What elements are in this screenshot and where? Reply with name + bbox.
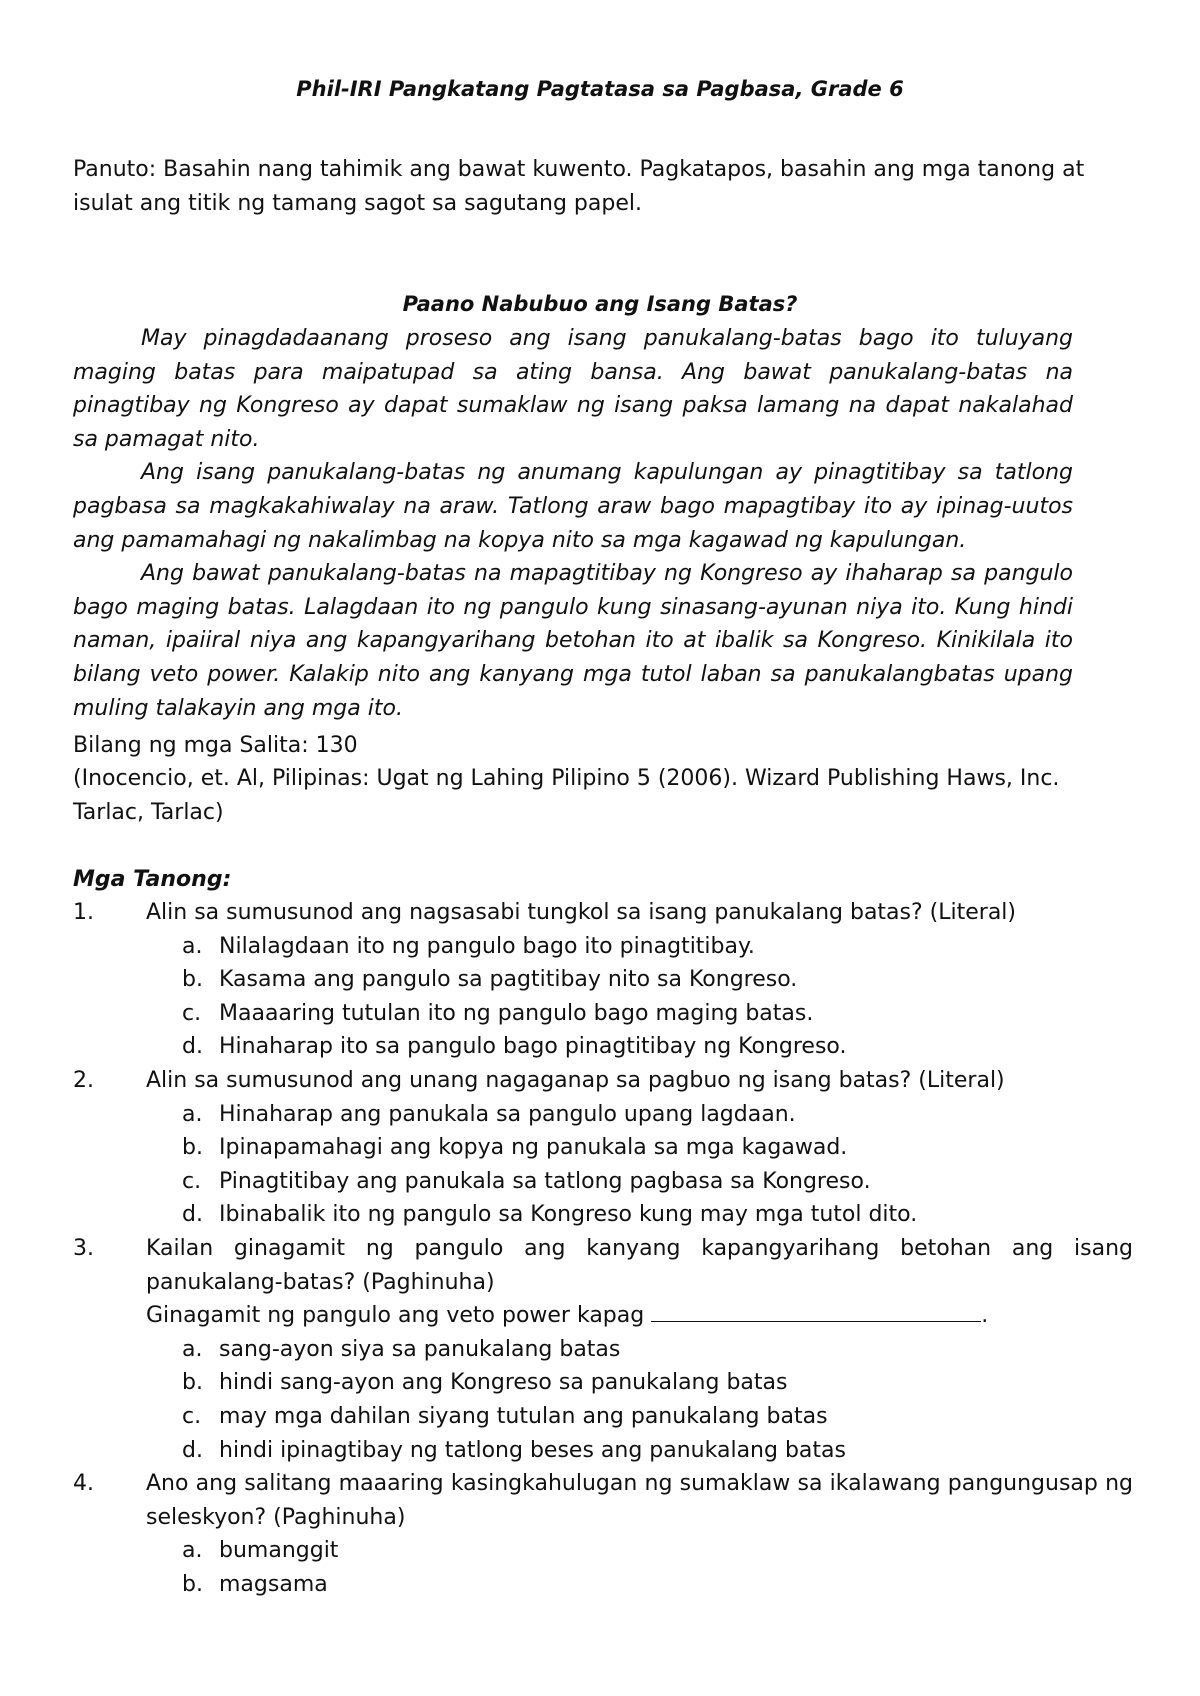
option-letter: d. <box>182 1437 203 1463</box>
story-paragraph: Ang isang panukalang-batas ng anumang kapulungan ay pinagtitibay sa tatlong pagbasa sa magkakahiwalay na araw. Tatlong araw bago mapagtibay ito ay ipinag-uutos ang pamamahagi ng nakalimbag na kopya nito sa mga kagawad ng kapulungan. <box>73 460 1073 553</box>
option-text: may mga dahilan siyang tutulan ang panukalang batas <box>219 1403 828 1429</box>
option-d <box>146 1030 1133 1064</box>
option-letter: a. <box>182 1101 203 1127</box>
option-letter: d. <box>182 1034 203 1060</box>
answer-blank <box>651 1299 981 1322</box>
question-text: Ano ang salitang maaaring kasingkahulugan ng sumaklaw sa ikalawang pangungusap ng seleskyon? (Paghinuha) <box>146 1471 1133 1530</box>
question-prompt <box>146 1299 1133 1333</box>
options-list <box>146 930 1133 1064</box>
option-text: Pinagtitibay ang panukala sa tatlong pagbasa sa Kongreso. <box>219 1168 871 1194</box>
questions-list <box>73 896 1133 1601</box>
option-a <box>146 1098 1133 1132</box>
option-b <box>146 963 1133 997</box>
option-text: bumanggit <box>219 1538 339 1564</box>
story-title: Paano Nabubuo ang Isang Batas? <box>402 292 798 316</box>
option-text: Ibinabalik ito ng pangulo sa Kongreso kung may mga tutol dito. <box>219 1202 918 1228</box>
option-text: Hinaharap ang panukala sa pangulo upang lagdaan. <box>219 1101 796 1127</box>
option-letter: b. <box>182 1571 203 1597</box>
option-text: Hinaharap ito sa pangulo bago pinagtitibay ng Kongreso. <box>219 1034 847 1060</box>
option-letter: c. <box>182 1403 202 1429</box>
option-text: hindi sang-ayon ang Kongreso sa panukalang batas <box>219 1370 788 1396</box>
question-number: 2. <box>73 1067 94 1093</box>
question-number: 4. <box>73 1471 94 1497</box>
option-d <box>146 1198 1133 1232</box>
option-letter: b. <box>182 1135 203 1161</box>
option-text: Nilalagdaan ito ng pangulo bago ito pinagtitibay. <box>219 933 755 959</box>
option-text: sang-ayon siya sa panukalang batas <box>219 1336 621 1362</box>
prompt-text: Ginagamit ng pangulo ang veto power kapag <box>146 1303 645 1329</box>
story-paragraph: Ang bawat panukalang-batas na mapagtitibay ng Kongreso ay ihaharap sa pangulo bago maging batas. Lalagdaan ito ng pangulo kung sinasang-ayunan niya ito. Kung hindi naman, ipaiiral niya ang kapangyarihang betohan ito at ibalik sa Kongreso. Kinikilala ito bilang veto power. Kalakip nito ang kanyang mga tutol laban sa panukalangbatas upang muling talakayin ang mga ito. <box>73 561 1073 721</box>
instructions: Panuto: Basahin nang tahimik ang bawat kuwento. Pagkatapos, basahin ang mga tanong at isulat ang titik ng tamang sagot sa sagutang papel. <box>73 157 1085 216</box>
option-b <box>146 1366 1133 1400</box>
options-list <box>146 1534 1133 1601</box>
question-1 <box>73 896 1133 1064</box>
option-letter: b. <box>182 967 203 993</box>
question-number: 3. <box>73 1235 94 1261</box>
option-text: Maaaaring tutulan ito ng pangulo bago maging batas. <box>219 1000 814 1026</box>
option-d <box>146 1434 1133 1468</box>
question-2 <box>73 1064 1133 1232</box>
options-list <box>146 1098 1133 1232</box>
option-letter: c. <box>182 1000 202 1026</box>
option-a <box>146 1534 1133 1568</box>
option-text: hindi ipinagtibay ng tatlong beses ang panukalang batas <box>219 1437 846 1463</box>
document-title: Phil-IRI Pangkatang Pagtatasa sa Pagbasa, Grade 6 <box>296 77 904 101</box>
word-count: Bilang ng mga Salita: 130 <box>73 733 358 758</box>
question-4 <box>73 1467 1133 1601</box>
option-c <box>146 997 1133 1031</box>
option-c <box>146 1400 1133 1434</box>
option-a <box>146 930 1133 964</box>
options-list <box>146 1333 1133 1467</box>
prompt-end: . <box>981 1303 989 1329</box>
option-letter: a. <box>182 1538 203 1564</box>
option-letter: c. <box>182 1168 202 1194</box>
question-text: Kailan ginagamit ng pangulo ang kanyang kapangyarihang betohan ang isang panukalang-batas? (Paghinuha) <box>146 1235 1133 1295</box>
question-number: 1. <box>73 900 94 925</box>
option-letter: d. <box>182 1202 203 1228</box>
option-b <box>146 1131 1133 1165</box>
option-letter: b. <box>182 1370 203 1396</box>
option-c <box>146 1165 1133 1199</box>
option-text: Kasama ang pangulo sa pagtitibay nito sa Kongreso. <box>219 967 798 993</box>
question-3 <box>73 1232 1133 1467</box>
option-a <box>146 1333 1133 1367</box>
option-letter: a. <box>182 1336 203 1362</box>
question-text: Alin sa sumusunod ang unang nagaganap sa pagbuo ng isang batas? (Literal) <box>146 1067 1005 1093</box>
citation: (Inocencio, et. Al, Pilipinas: Ugat ng Lahing Pilipino 5 (2006). Wizard Publishing Haws, Inc. Tarlac, Tarlac) <box>73 766 1060 825</box>
question-text: Alin sa sumusunod ang nagsasabi tungkol sa isang panukalang batas? (Literal) <box>146 900 1016 925</box>
story-paragraph: May pinagdadaanang proseso ang isang panukalang-batas bago ito tuluyang maging batas para maipatupad sa ating bansa. Ang bawat panukalang-batas na pinagtibay ng Kongreso ay dapat sumaklaw ng isang paksa lamang na dapat nakalahad sa pamagat nito. <box>73 326 1073 452</box>
option-text: magsama <box>219 1571 328 1597</box>
option-b <box>146 1568 1133 1602</box>
story-body <box>73 322 1073 725</box>
option-letter: a. <box>182 933 203 959</box>
questions-heading: Mga Tanong: <box>73 867 232 892</box>
option-text: Ipinapamahagi ang kopya ng panukala sa mga kagawad. <box>219 1135 848 1161</box>
